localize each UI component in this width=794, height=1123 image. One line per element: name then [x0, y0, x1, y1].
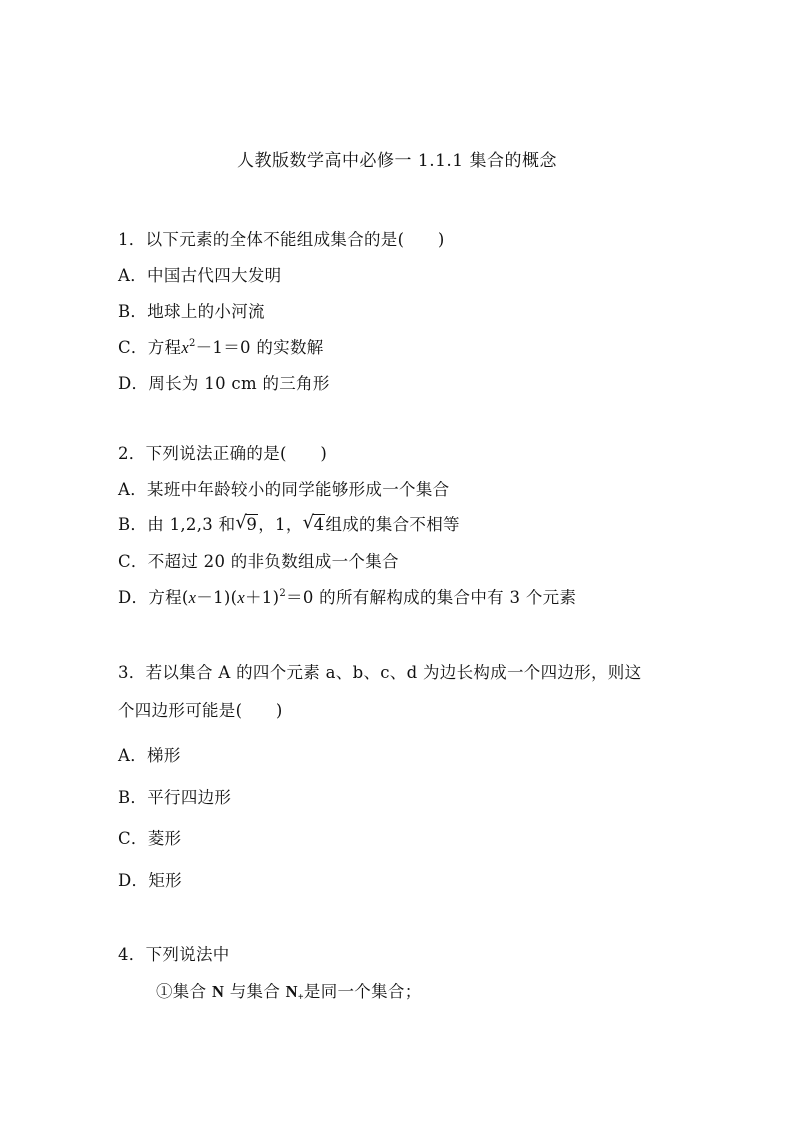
q3-stem-line2: 个四边形可能是( ): [118, 701, 283, 720]
q1-option-a: A．中国古代四大发明: [118, 266, 282, 285]
q1-option-c-exp: 2: [188, 338, 196, 349]
q3-option-c: C．菱形: [118, 829, 182, 848]
q3-option-a: A．梯形: [118, 746, 181, 765]
q1-stem: 1．以下元素的全体不能组成集合的是( ): [118, 230, 445, 249]
q1-option-d: D．周长为 10 cm 的三角形: [118, 374, 330, 393]
q3-option-d: D．矩形: [118, 871, 182, 890]
q4-item-1-mid: 与集合: [224, 982, 286, 1001]
sqrt-9: √ 9: [235, 512, 258, 534]
sqrt-4-radicand: 4: [313, 515, 325, 534]
q3-stem-line1: 3．若以集合 A 的四个元素 a、b、c、d 为边长构成一个四边形，则这: [118, 663, 642, 682]
q2-option-b: [118, 511, 460, 535]
q2-option-d-mid1: －1)(: [196, 588, 238, 607]
q4-stem: 4．下列说法中: [118, 945, 230, 964]
q2-option-a: A．某班中年龄较小的同学能够形成一个集合: [118, 480, 450, 499]
q2-option-b-mid: ，1，: [258, 515, 303, 534]
q1-option-c: [118, 334, 324, 358]
q1-option-c-prefix: C．方程: [118, 338, 182, 357]
set-n-plus: N: [285, 982, 298, 1001]
q2-option-b-prefix: B．由 1,2,3 和: [118, 515, 236, 534]
q1-option-b: B．地球上的小河流: [118, 302, 265, 321]
q2-option-d-x2: x: [237, 588, 245, 607]
sqrt-4: √ 4: [302, 512, 325, 534]
q2-option-d-exp: 2: [279, 588, 287, 599]
page-title: 人教版数学高中必修一 1.1.1 集合的概念: [236, 151, 558, 171]
q4-item-1: [156, 978, 422, 1002]
q2-option-b-suffix: 组成的集合不相等: [325, 515, 460, 534]
q2-option-d-x1: x: [188, 588, 197, 607]
sqrt-9-radicand: 9: [246, 515, 258, 534]
q1-option-c-var: x: [181, 338, 189, 357]
q2-option-d: [118, 584, 576, 608]
q4-item-1-suffix: 是同一个集合；: [303, 982, 422, 1001]
set-n-plus-sub: +: [297, 992, 304, 1003]
q1-option-c-suffix: －1＝0 的实数解: [195, 338, 324, 357]
q2-option-d-prefix: D．方程(: [118, 588, 189, 607]
q2-stem: 2．下列说法正确的是( ): [118, 444, 328, 463]
q2-option-c: C．不超过 20 的非负数组成一个集合: [118, 552, 399, 571]
q2-option-d-mid2: ＋1): [245, 588, 280, 607]
set-n: N: [211, 982, 225, 1001]
q3-option-b: B．平行四边形: [118, 788, 232, 807]
q4-item-1-prefix: ①集合: [156, 982, 212, 1001]
q2-option-d-suffix: ＝0 的所有解构成的集合中有 3 个元素: [286, 588, 577, 607]
